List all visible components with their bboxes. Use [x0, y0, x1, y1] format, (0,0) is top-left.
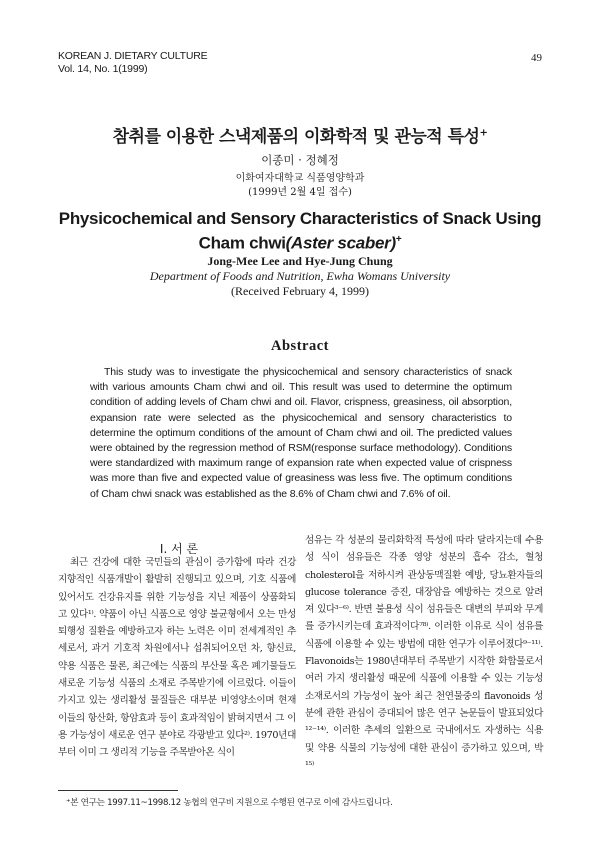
abstract-body: This study was to investigate the physicochemical and sensory characteristics of snack with various amounts Cham chwi and oil. This result was used to determine the optimum condition of adding levels of Cham chwi and oil. Flavor, crispness, greasiness, oil absorption, expansion rate were selected as the physicochemical and sensory characteristics to determine the optimum conditions of the amount of Cham chwi and oil. The predicted values were obtained by the regression method of RSM(response surface methodology). Conditions were standardized with maximum range of expansion rate when expected value of crispness was more than five and expected value of greasiness was less five. The optimum conditions of Cham chwi snack was established as the 8.6% of Cham chwi and 7.6% of oil. [90, 366, 512, 500]
right-column [305, 532, 543, 774]
korean-received-date: (1999년 2월 4일 접수) [248, 187, 352, 198]
english-title-plain: Cham chwi [198, 233, 286, 253]
korean-authors: 이종미 · 정혜정 [261, 153, 339, 167]
intro-paragraph-left: 최근 건강에 대한 국민들의 관심이 증가함에 따라 건강 지향적인 식품개발이 활발히 진행되고 있으며, 기호 식품에 있어서도 건강유지를 위한 기능성을 지닌 제품이 상품화되고 있다¹⁾. 약품이 아닌 식품으로 영양 불균형에서 오는 만성퇴행성 질환을 예방하고자 하는 노력은 이미 전세계적인 추세로서, 과거 기호적 차원에서나 섭취되어오던 차, 향신료, 약용 식품은 물론, 최근에는 식품의 부산물 혹은 폐기물들도 새로운 기능성 식품의 소재로 주목받기에 이르렀다. 이들이 가지고 있는 생리활성 물질들은 대부분 비영양소이며 현재 이들의 항산화, 항암효과 등이 효과적임이 밝혀지면서 그 이용 가능성이 새로운 연구 분야로 각광받고 있다²⁾. 1970년대부터 이미 그 생리적 기능을 주목받아온 식이 [58, 557, 296, 759]
abstract-heading: Abstract [271, 338, 329, 354]
english-received-date: (Received February 4, 1999) [231, 284, 369, 298]
left-column [58, 554, 296, 762]
english-title-line2 [0, 229, 600, 254]
english-title-italic: (Aster scaber) [285, 233, 396, 253]
english-department: Department of Foods and Nutrition, Ewha Womans University [149, 269, 451, 283]
footnote: ⁺본 연구는 1997.11~1998.12 농협의 연구비 지원으로 수행된 연구로 이에 감사드립니다. [66, 798, 393, 808]
footnote-divider [58, 790, 178, 791]
journal-volume: Vol. 14, No. 1(1999) [58, 63, 148, 75]
korean-title [0, 122, 600, 147]
page-number: 49 [531, 52, 542, 64]
korean-department: 이화여자대학교 식품영양학과 [235, 173, 365, 184]
english-title-line1: Physicochemical and Sensory Characteristics of Snack Using [58, 209, 542, 228]
english-title [0, 208, 600, 254]
english-authors: Jong-Mee Lee and Hye-Jung Chung [207, 254, 393, 268]
title-footnote-mark: + [479, 127, 488, 139]
section-heading: I. 서 론 [159, 542, 199, 556]
intro-paragraph-right: 섬유는 각 성분의 물리화학적 특성에 따라 달라지는데 수용성 식이 섬유들은 각종 영양 성분의 흡수 감소, 혈청 cholesterol을 저하시켜 관상동맥질환 예방, 당뇨환자들의 glucose tolerance 증진, 대장암을 예방하는 것으로 알려져 있다³⁻⁶⁾. 반면 불용성 식이 섬유들은 대변의 부피와 무게를 증가시키는데 효과적이다⁷⁸⁾. 이러한 이유로 식이 섬유를 식품에 이용할 수 있는 방법에 대한 연구가 이루어졌다⁹⁻¹¹⁾. Flavonoids는 1980년대부터 주목받기 시작한 화합물로서 여러 가지 생리활성 때문에 식품에 이용할 수 있는 기능성 소재로서의 가능성이 높아 최근 천연물중의 flavonoids 성분에 관한 관심이 증대되어 많은 연구 논문들이 발표되었다¹²⁻¹⁴⁾. 이러한 추세의 일환으로 국내에서도 자생하는 식용 및 약용 식물의 기능성에 대한 관심이 증가하고 있으며, 박¹⁵⁾ [305, 535, 543, 771]
journal-name: KOREAN J. DIETARY CULTURE [58, 50, 208, 62]
journal-header [58, 50, 207, 76]
korean-title-text: 참취를 이용한 스낵제품의 이화학적 및 관능적 특성 [112, 127, 480, 147]
english-title-footnote-mark: + [395, 234, 402, 245]
